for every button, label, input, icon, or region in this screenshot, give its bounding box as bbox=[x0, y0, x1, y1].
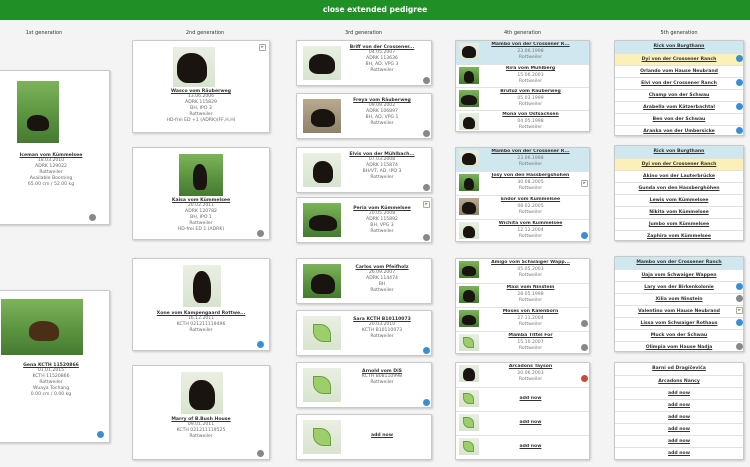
add-now-link[interactable]: add now bbox=[519, 396, 542, 401]
dog-detail: Rottweiler bbox=[189, 434, 213, 439]
dog-photo bbox=[181, 372, 223, 414]
dog-name-link[interactable]: Gena KCTH 11520866 bbox=[23, 363, 79, 368]
gen4-row[interactable] bbox=[456, 283, 589, 307]
dog-detail: KCTH B08110998 bbox=[361, 374, 403, 379]
info-icon[interactable] bbox=[736, 127, 743, 134]
dog-photo bbox=[303, 153, 341, 187]
dog-detail: KCTH 11520866 bbox=[32, 374, 70, 379]
play-icon[interactable]: ▸ bbox=[423, 201, 430, 208]
dog-detail: 09.01.2011 bbox=[187, 422, 215, 427]
placeholder-photo bbox=[303, 420, 341, 454]
dog-detail: ADRK 115874 bbox=[366, 163, 398, 168]
dog-detail: 05.05.2003 bbox=[517, 267, 544, 272]
gen2-card-3[interactable] bbox=[132, 258, 270, 351]
dog-detail: 65.00 cm / 52.00 kg bbox=[27, 182, 75, 187]
dog-detail: 09.09.2002 bbox=[368, 103, 396, 108]
dog-detail: BH, AD, VPG 3 bbox=[365, 62, 399, 67]
dog-name-link[interactable]: Mambo von der Crossener R... bbox=[491, 149, 570, 154]
dog-detail: ADRK 115892 bbox=[366, 217, 398, 222]
dog-name-link[interactable]: Moses von Kalenborn bbox=[502, 309, 559, 314]
dog-thumb bbox=[459, 67, 479, 84]
dog-detail: KCTH B10110073 bbox=[361, 328, 403, 333]
gen4-row[interactable] bbox=[456, 195, 589, 219]
gen5-row[interactable]: Mambo von der Crossener Ranch bbox=[615, 257, 743, 269]
dog-name-link[interactable]: Mäxi vom Ninstein bbox=[506, 285, 555, 290]
dog-detail: Rottweiler bbox=[518, 234, 543, 239]
dog-photo bbox=[17, 81, 59, 143]
dog-detail: ADRK 106897 bbox=[366, 109, 398, 114]
dog-name-link[interactable]: Amigo vom Schwaiger Wapp... bbox=[491, 260, 570, 265]
pedigree-icon[interactable] bbox=[423, 184, 430, 191]
dog-name-link[interactable]: Mamba Tittel For bbox=[508, 333, 553, 338]
pedigree-icon[interactable] bbox=[736, 343, 743, 350]
gen3-card-8[interactable] bbox=[296, 414, 432, 460]
pedigree-icon[interactable] bbox=[423, 234, 430, 241]
close-pedigree-button[interactable]: close extended pedigree bbox=[0, 0, 750, 20]
dog-thumb bbox=[459, 222, 479, 239]
gen5-row[interactable]: Lewis vom Kümmelsee bbox=[615, 194, 743, 206]
gen4-row[interactable] bbox=[456, 331, 589, 355]
dog-detail: ADRK 114474 bbox=[366, 276, 398, 281]
dog-detail: 01.01.2015 bbox=[37, 368, 65, 373]
gen5-row[interactable]: Elvi von der Crossener Ranch bbox=[615, 77, 743, 89]
gen5-row[interactable]: Nikita vom Kümmelsee bbox=[615, 206, 743, 218]
dog-detail: Rottweiler bbox=[39, 380, 63, 385]
gen5-row[interactable]: Dyi von der Crossener Ranch bbox=[615, 53, 743, 65]
pedigree-icon[interactable] bbox=[423, 77, 430, 84]
add-now-link[interactable]: add now bbox=[371, 433, 393, 438]
pedigree-icon[interactable] bbox=[89, 214, 96, 221]
column-header-gen2: 2nd generation bbox=[185, 30, 225, 36]
dog-detail: BH bbox=[378, 282, 386, 287]
column-header-gen5: 5th generation bbox=[660, 30, 698, 36]
info-icon[interactable] bbox=[736, 55, 743, 62]
dog-photo bbox=[303, 46, 341, 80]
dog-detail: 12.12.2004 bbox=[517, 228, 544, 233]
dog-detail: 16.12.2011 bbox=[187, 316, 215, 321]
dog-detail: Rottweiler bbox=[518, 186, 543, 191]
add-now-link[interactable]: add now bbox=[615, 387, 743, 399]
gen4-row[interactable] bbox=[456, 259, 589, 283]
dog-name-link[interactable]: Endor vom Kümmelsee bbox=[500, 197, 561, 202]
gen4-row[interactable] bbox=[456, 387, 589, 411]
dog-detail: BH, VPG 3 bbox=[370, 223, 394, 228]
dog-detail: BH, IPO 1 bbox=[190, 215, 212, 220]
placeholder-thumb bbox=[459, 438, 479, 455]
dog-detail: 20.02.2011 bbox=[187, 203, 215, 208]
gen5-row[interactable]: Ben von der Schwau bbox=[615, 113, 743, 125]
gen3-card-7[interactable] bbox=[296, 362, 432, 408]
gen3-card-1[interactable] bbox=[296, 40, 432, 86]
dog-thumb bbox=[459, 261, 479, 278]
dog-detail: 07.03.2008 bbox=[368, 157, 396, 162]
dog-name-link[interactable]: Sara KCTH B10110073 bbox=[353, 317, 411, 322]
dog-detail: Rottweiler bbox=[518, 210, 543, 215]
dog-name-link[interactable]: Peria vom Kümmelsee bbox=[353, 206, 411, 211]
info-icon[interactable] bbox=[581, 232, 588, 239]
gen5-row[interactable]: Orlando vom Hause Neubrand bbox=[615, 65, 743, 77]
dog-detail: Available Booming bbox=[29, 176, 73, 181]
gen2-card-4[interactable] bbox=[132, 365, 270, 460]
dog-thumb bbox=[459, 365, 479, 382]
dog-detail: Rottweiler bbox=[518, 273, 543, 278]
gen5-group-2 bbox=[614, 145, 744, 241]
dog-detail: ADRK 115829 bbox=[185, 100, 217, 105]
dog-detail: Rottweiler bbox=[518, 79, 543, 84]
dog-thumb bbox=[459, 90, 479, 107]
dog-name-link[interactable]: Carlos vom Pfeifholz bbox=[355, 265, 409, 270]
dog-name-link[interactable]: Rira vom Mühlberg bbox=[505, 66, 556, 71]
dog-detail: KCTH 021211119525 bbox=[176, 428, 226, 433]
info-icon[interactable] bbox=[736, 103, 743, 110]
gen4-row[interactable] bbox=[456, 435, 589, 461]
pedigree-icon[interactable] bbox=[581, 320, 588, 327]
gen4-row[interactable] bbox=[456, 110, 589, 133]
dog-detail: Rottweiler bbox=[39, 170, 63, 175]
gen5-row[interactable]: Gunda von den Hassberghöhen bbox=[615, 182, 743, 194]
dog-name-link[interactable]: Kaisa vom Kümmelsee bbox=[171, 198, 231, 203]
dog-name-link[interactable]: Elvis von der Mühlbach... bbox=[349, 152, 415, 157]
dog-detail: 20.06.2003 bbox=[517, 371, 544, 376]
gen4-group-3 bbox=[455, 258, 590, 354]
dog-detail: 04.05.2007 bbox=[368, 50, 396, 55]
gen5-row[interactable]: Lissa vom Schwaiger Rothaus bbox=[615, 317, 743, 329]
dog-detail: BH, IPO 3 bbox=[190, 106, 212, 111]
dog-detail: Rottweiler bbox=[370, 229, 394, 234]
dog-detail: 20.05.2008 bbox=[368, 211, 396, 216]
gen5-row[interactable]: Aranka von der Umbersicke bbox=[615, 125, 743, 137]
dog-name-link[interactable]: Mambo von der Crossener R... bbox=[491, 42, 570, 47]
dog-detail: 15.06.2003 bbox=[517, 73, 544, 78]
dog-name-link[interactable]: Xone vom Kampengaard Rottwe... bbox=[156, 311, 246, 316]
column-header-gen4: 4th generation bbox=[503, 30, 542, 36]
dog-detail: 15.10.2007 bbox=[517, 340, 544, 345]
gen5-row[interactable]: Jumbo vom Kümmelsee bbox=[615, 218, 743, 230]
gen4-row[interactable] bbox=[456, 411, 589, 435]
play-icon[interactable]: ▸ bbox=[736, 307, 743, 314]
info-icon[interactable] bbox=[736, 79, 743, 86]
dog-name-link[interactable]: Wasco vom Räuberweg bbox=[171, 89, 231, 94]
info-icon[interactable] bbox=[423, 399, 430, 406]
dog-detail: Rottweiler bbox=[370, 175, 394, 180]
dog-detail: Rottweiler bbox=[370, 288, 394, 293]
gen1-card-sire[interactable] bbox=[0, 70, 110, 225]
dog-detail: Rottweiler bbox=[370, 121, 394, 126]
dog-detail: Rottweiler bbox=[189, 328, 213, 333]
dog-photo bbox=[179, 154, 223, 196]
dog-name-link[interactable]: Freya vom Räuberweg bbox=[353, 98, 411, 103]
gen4-row[interactable] bbox=[456, 363, 589, 387]
dog-detail: 27.11.2004 bbox=[517, 316, 544, 321]
dog-detail: 0.00 cm / 0.00 kg bbox=[30, 392, 72, 397]
info-icon[interactable] bbox=[97, 431, 104, 438]
gen3-card-6[interactable] bbox=[296, 310, 432, 356]
dog-name-link[interactable]: Josy von den Hassbergshöhen bbox=[491, 173, 570, 178]
dog-photo bbox=[303, 99, 341, 133]
dog-detail: 05.03.1999 bbox=[517, 96, 544, 101]
dog-name-link[interactable]: Briff von der Crossener... bbox=[349, 45, 415, 50]
play-icon[interactable]: ▸ bbox=[581, 180, 588, 187]
dog-thumb bbox=[459, 310, 479, 327]
dog-detail: Rottweiler bbox=[189, 112, 213, 117]
gen4-row[interactable] bbox=[456, 64, 589, 87]
dog-name-link[interactable]: Arcadons Tayson bbox=[508, 364, 553, 369]
info-icon[interactable] bbox=[423, 347, 430, 354]
dog-detail: Rottweiler bbox=[189, 221, 213, 226]
placeholder-photo bbox=[303, 316, 341, 350]
dog-detail: Rottweiler bbox=[518, 346, 543, 351]
gen4-row[interactable] bbox=[456, 41, 589, 64]
gen3-card-3[interactable] bbox=[296, 147, 432, 193]
gen5-group-4 bbox=[614, 362, 744, 460]
gen3-card-5[interactable] bbox=[296, 258, 432, 304]
dog-photo bbox=[303, 264, 341, 298]
pedigree-icon[interactable] bbox=[581, 344, 588, 351]
dog-photo bbox=[183, 265, 221, 307]
add-now-link[interactable]: add now bbox=[615, 399, 743, 411]
add-now-link[interactable]: add now bbox=[615, 423, 743, 435]
add-now-link[interactable]: add now bbox=[615, 447, 743, 459]
gen5-row[interactable]: Xilia vom Ninstein bbox=[615, 293, 743, 305]
dog-detail: ADRK 120782 bbox=[185, 209, 217, 214]
gen3-card-4[interactable] bbox=[296, 197, 432, 243]
dog-detail: Rottweiler bbox=[518, 298, 543, 303]
dog-thumb bbox=[459, 198, 479, 215]
gen4-group-1 bbox=[455, 40, 590, 132]
gen4-row[interactable] bbox=[456, 219, 589, 243]
dog-detail: Rottweiler bbox=[370, 380, 394, 385]
pedigree-icon[interactable] bbox=[736, 295, 743, 302]
dog-detail: 23.06.1998 bbox=[517, 156, 544, 161]
dog-photo bbox=[173, 47, 215, 87]
dog-detail: 26.09.2007 bbox=[368, 270, 396, 275]
dog-thumb bbox=[459, 150, 479, 167]
gen4-group-2 bbox=[455, 147, 590, 242]
dog-detail: Rottweiler bbox=[518, 55, 543, 60]
gen4-row[interactable] bbox=[456, 307, 589, 331]
gen5-row[interactable]: Barni od Dragičevića bbox=[652, 366, 706, 371]
gen1-card-dam[interactable] bbox=[0, 290, 110, 443]
placeholder-thumb bbox=[459, 390, 479, 407]
dog-thumb bbox=[459, 174, 479, 191]
add-now-link[interactable]: add now bbox=[615, 435, 743, 447]
dog-name-link[interactable]: Arnold vom DiS bbox=[362, 369, 402, 374]
dog-detail: 08.02.2005 bbox=[517, 204, 544, 209]
dog-detail: Rottweiler bbox=[370, 68, 394, 73]
dog-detail: 18.03.2010 bbox=[37, 158, 65, 163]
gen4-row[interactable] bbox=[456, 87, 589, 110]
dog-detail: 23.06.1998 bbox=[517, 49, 544, 54]
pedigree-icon[interactable] bbox=[423, 130, 430, 137]
dog-thumb bbox=[459, 286, 479, 303]
gen5-row[interactable]: Uaja vom Schwaiger Wappen bbox=[615, 269, 743, 281]
gen5-group-1 bbox=[614, 40, 744, 136]
dog-name-link[interactable]: Marry of B.Bush House bbox=[171, 417, 231, 422]
dog-detail: BH/VT, AD, IPO 3 bbox=[362, 169, 402, 174]
info-icon[interactable] bbox=[736, 319, 743, 326]
gen5-group-3 bbox=[614, 256, 744, 352]
gen5-row[interactable]: Lary von der Birkenkolonie bbox=[615, 281, 743, 293]
gen2-card-2[interactable] bbox=[132, 147, 270, 240]
gen5-row[interactable]: Champ von der Schwau bbox=[615, 89, 743, 101]
dog-detail: Rottweiler bbox=[518, 162, 543, 167]
dog-photo bbox=[303, 203, 341, 237]
dog-detail: 13.06.2006 bbox=[187, 94, 215, 99]
dog-detail: ADRK 113636 bbox=[366, 56, 398, 61]
dog-detail: 28.05.1998 bbox=[517, 292, 544, 297]
dog-detail: KCTH 021211119496 bbox=[176, 322, 226, 327]
play-icon[interactable]: ▸ bbox=[259, 44, 266, 51]
dog-detail: Rottweiler bbox=[518, 125, 543, 130]
add-now-link[interactable]: add now bbox=[519, 420, 542, 425]
info-icon[interactable] bbox=[736, 283, 743, 290]
gen5-row[interactable]: Rick von Burgthann bbox=[615, 146, 743, 158]
gen4-group-4 bbox=[455, 362, 590, 460]
dog-detail: HD-frei ED +1 (ADRK)(FF,H,H) bbox=[166, 118, 236, 123]
dog-thumb bbox=[459, 113, 479, 130]
dog-name-link[interactable]: Mona von Ostsachsen bbox=[502, 112, 559, 117]
dog-thumb bbox=[459, 43, 479, 60]
dog-detail: 20.03.2010 bbox=[368, 322, 396, 327]
column-header-gen3: 3rd generation bbox=[344, 30, 383, 36]
dog-detail: 30.08.2005 bbox=[517, 180, 544, 185]
dog-detail: Rottweiler bbox=[370, 334, 394, 339]
dog-detail: BH, AD, VPG 1 bbox=[365, 115, 399, 120]
gen5-row[interactable]: Arcadons Nancy bbox=[615, 375, 743, 387]
placeholder-thumb bbox=[459, 414, 479, 431]
dog-photo bbox=[1, 299, 83, 355]
gen5-row[interactable]: Rick von Burgthann bbox=[615, 41, 743, 53]
dog-name-link[interactable]: Iceman vom Kümmelsee bbox=[19, 153, 83, 158]
dog-detail: Rottweiler bbox=[518, 322, 543, 327]
warning-icon[interactable] bbox=[581, 375, 588, 382]
gen3-card-2[interactable] bbox=[296, 93, 432, 139]
dog-detail: Wuaya Tochang bbox=[32, 386, 69, 391]
add-now-link[interactable]: add now bbox=[615, 411, 743, 423]
gen5-row[interactable]: Dyi von der Crossener Ranch bbox=[615, 158, 743, 170]
gen5-row[interactable]: Akino von der Lauterbrücke bbox=[615, 170, 743, 182]
gen5-row[interactable]: Zaphira vom Kümmelsee bbox=[615, 230, 743, 242]
dog-name-link[interactable]: Brutuz vom Räuberweg bbox=[500, 89, 561, 94]
pedigree-icon[interactable] bbox=[257, 230, 264, 237]
add-now-link[interactable]: add now bbox=[519, 444, 542, 449]
info-icon[interactable] bbox=[257, 341, 264, 348]
column-header-gen1: 1st generation bbox=[25, 30, 63, 36]
gen5-row[interactable]: Olimpia vom Hause Nadja bbox=[615, 341, 743, 353]
gen2-card-1[interactable] bbox=[132, 40, 270, 133]
dog-detail: Rottweiler bbox=[518, 377, 543, 382]
gen4-row[interactable] bbox=[456, 171, 589, 195]
gen5-row[interactable]: Valentino vom Hause Neubrand bbox=[615, 305, 743, 317]
dog-name-link[interactable]: Wichita vom Kümmelsee bbox=[498, 221, 563, 226]
placeholder-photo bbox=[303, 368, 341, 402]
placeholder-thumb bbox=[459, 334, 479, 351]
gen5-row[interactable]: Muck von der Schwau bbox=[615, 329, 743, 341]
gen4-row[interactable] bbox=[456, 148, 589, 171]
dog-detail: ADRK 129022 bbox=[35, 164, 67, 169]
dog-detail: 04.05.1998 bbox=[517, 119, 544, 124]
dog-detail: HD-frei ED 1 (ADRK) bbox=[177, 227, 225, 232]
pedigree-icon[interactable] bbox=[257, 450, 264, 457]
gen5-row[interactable]: Arabella vom Kätzerbachtal bbox=[615, 101, 743, 113]
dog-detail: Rottweiler bbox=[518, 102, 543, 107]
